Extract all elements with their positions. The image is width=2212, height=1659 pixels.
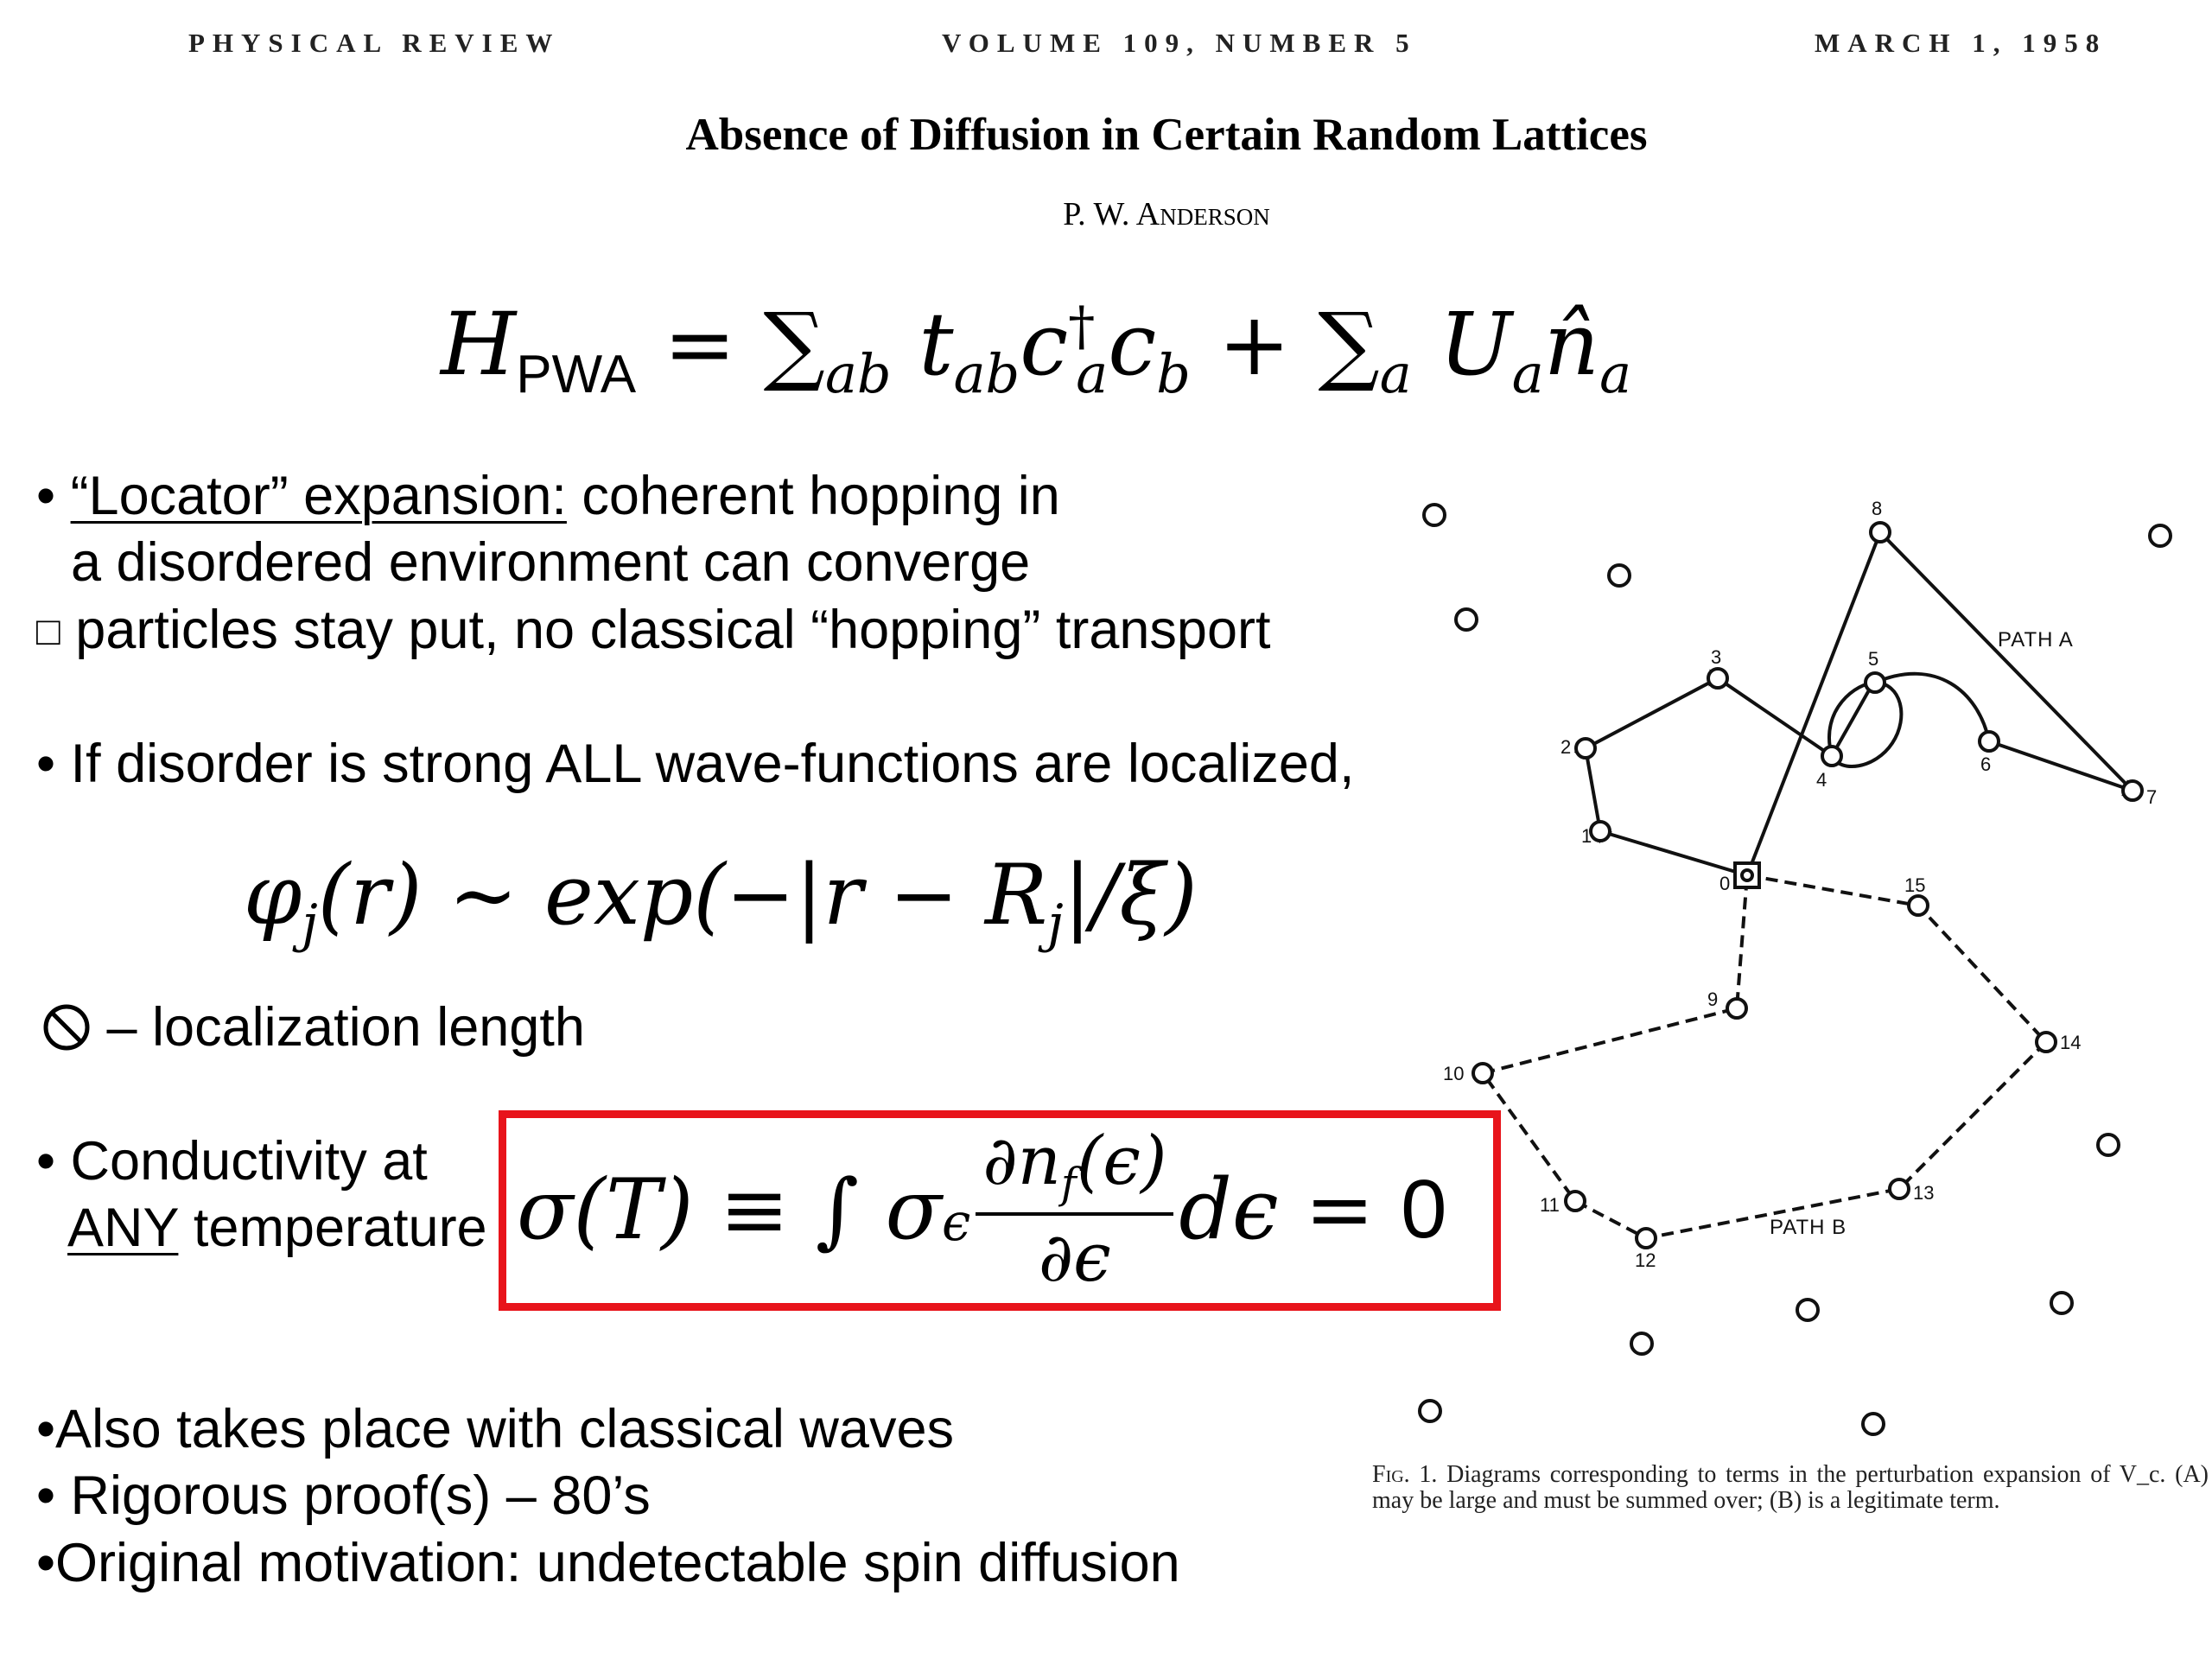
node-label-7: 7 [2146, 786, 2158, 808]
node-label-12: 12 [1635, 1249, 1656, 1271]
conductivity-equation: σ(T) ≡ ∫ σ ϵ $\frac{\partial n_f(\epsilon)}{\partial\epsilon}$ dϵ = 0 [517, 1122, 1447, 1297]
node-label-9: 9 [1707, 988, 1719, 1010]
date-header: MARCH 1, 1958 [1815, 28, 2107, 58]
node-label-5: 5 [1868, 648, 1879, 670]
bullet-locator-line2: a disordered environment can converge [71, 532, 1031, 593]
node-label-1: 1 [1581, 825, 1592, 847]
bullet-locator-line3: □ particles stay put, no classical “hopping” transport [36, 600, 1271, 660]
path-b-label: PATH B [1770, 1216, 1847, 1239]
locator-expansion-label: “Locator” expansion: [70, 466, 567, 526]
bullet-locator-line1: • “Locator” expansion: coherent hopping in [36, 466, 1060, 526]
bullet-classical-waves: •Also takes place with classical waves [36, 1399, 954, 1459]
paper-author: P. W. Anderson [1063, 196, 1270, 232]
prohibited-xi-icon [41, 1002, 92, 1052]
node-label-3: 3 [1711, 646, 1722, 668]
path-a-label: PATH A [1998, 628, 2074, 652]
volume-header: VOLUME 109, NUMBER 5 [942, 28, 1417, 58]
perturbation-diagram [1365, 484, 2212, 1452]
hamiltonian-equation: $H_{PWA} = \sum_{ab}$ $t_{ab}c^\dagger_ac_b + \sum_a$ $U_an̂_a$ [441, 294, 1632, 405]
node-label-4: 4 [1816, 769, 1827, 791]
localization-length-line: – localization length [41, 994, 585, 1061]
node-label-13: 13 [1913, 1182, 1935, 1204]
node-label-2: 2 [1560, 736, 1572, 758]
bullet-rigorous-proof: • Rigorous proof(s) – 80’s [36, 1465, 651, 1526]
node-label-15: 15 [1904, 874, 1926, 896]
bullet-conductivity-line1: • Conductivity at [36, 1131, 428, 1192]
node-label-10: 10 [1443, 1063, 1465, 1084]
figure-caption: Fig. 1. Diagrams corresponding to terms in the perturbation expansion of V_c. (A) may be large and must be summed over; (B) is a legitimate term. [1372, 1461, 2209, 1514]
node-label-14: 14 [2060, 1032, 2082, 1053]
arrow-placeholder-icon: □ [36, 608, 60, 653]
node-label-8: 8 [1872, 498, 1883, 519]
bullet-original-motivation: •Original motivation: undetectable spin diffusion [36, 1533, 1180, 1593]
paper-title: Absence of Diffusion in Certain Random Lattices [685, 110, 1648, 160]
bullet-localized: • If disorder is strong ALL wave-functions are localized, [36, 734, 1355, 794]
node-label-0: 0 [1719, 873, 1731, 894]
journal-header: PHYSICAL REVIEW [188, 28, 561, 58]
node-label-6: 6 [1980, 753, 1992, 775]
bullet-conductivity-line2: ANY temperature [67, 1198, 487, 1258]
node-label-11: 11 [1540, 1194, 1560, 1216]
wavefunction-equation: $\varphi_j(r)$ ∼ $\exp(-|r - R_j|/\xi)$ [244, 847, 1198, 955]
